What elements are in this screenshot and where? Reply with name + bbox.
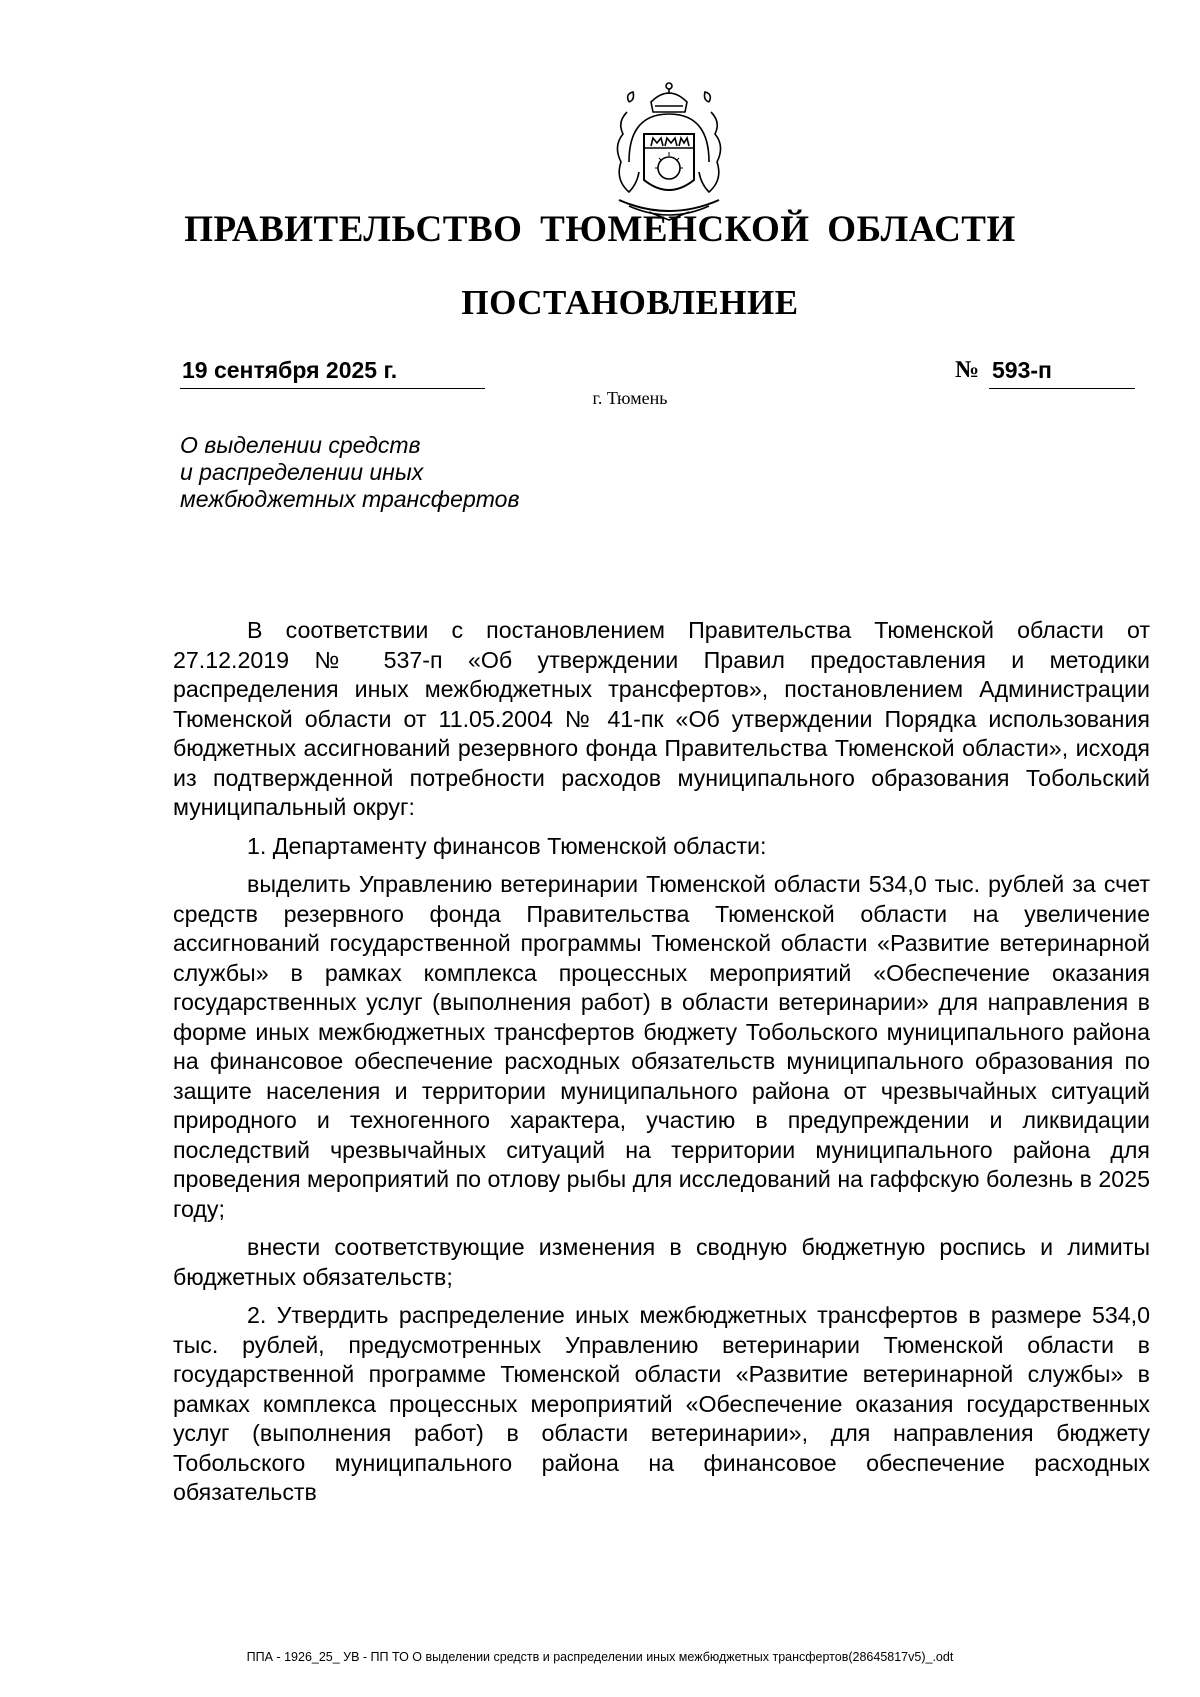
body-paragraph: 2. Утвердить распределение иных межбюджетных трансфертов в размере 534,0 тыс. рублей, предусмотренных Управлению ветеринарии Тюменской области в государственной программе Тюменской области «Развитие ветеринарной службы» в рамках комплекса процессных мероприятий «Обеспечение оказания государственных услуг (выполнения работ) в области ветеринарии», для направления бюджету Тобольского муниципального района на финансовое обеспечение расходных обязательств [173, 1302, 1150, 1505]
body-paragraph: внести соответствующие изменения в сводную бюджетную роспись и лимиты бюджетных обязательств; [173, 1234, 1150, 1290]
number-field [955, 356, 1135, 388]
number-sign: № [955, 357, 980, 383]
subject-line: межбюджетных трансфертов [180, 486, 520, 512]
document-type: ПОСТАНОВЛЕНИЕ [461, 283, 799, 322]
subject-line: и распределении иных [180, 459, 424, 485]
body-paragraph: выделить Управлению ветеринарии Тюменской области 534,0 тыс. рублей за счет средств резервного фонда Правительства Тюменской области на увеличение ассигнований государственной программы Тюменской области «Развитие ветеринарной службы» в рамках комплекса процессных мероприятий «Обеспечение оказания государственных услуг (выполнения работ) в области ветеринарии» для направления в форме иных межбюджетных трансфертов бюджету Тобольского муниципального района на финансовое обеспечение расходных обязательств муниципального образования по защите населения и территории муниципального района от чрезвычайных ситуаций природного и техногенного характера, участию в предупреждении и ликвидации последствий чрезвычайных ситуаций на территории муниципального района для проведения мероприятий по отлову рыбы для исследований на гаффскую болезнь в 2025 году; [173, 871, 1150, 1222]
city: г. Тюмень [592, 388, 668, 408]
date-field [180, 356, 485, 389]
body-paragraph: 1. Департаменту финансов Тюменской области: [247, 832, 767, 859]
document-body [173, 616, 1150, 1517]
organization-title: ПРАВИТЕЛЬСТВО ТЮМЕНСКОЙ ОБЛАСТИ [184, 209, 1016, 250]
document-number: 593-п [992, 357, 1052, 383]
number-underline [989, 356, 1135, 389]
document-date: 19 сентября 2025 г. [182, 357, 398, 383]
footer-filename: ППА - 1926_25_ УВ - ПП ТО О выделении средств и распределении иных межбюджетных трансфертов(28645817v5)_.odt [246, 1650, 954, 1664]
document-subject [180, 432, 700, 513]
subject-line: О выделении средств [180, 432, 421, 458]
body-paragraph: В соответствии с постановлением Правительства Тюменской области от 27.12.2019 № 537-п «Об утверждении Правил предоставления и методики распределения иных межбюджетных трансфертов», постановлением Администрации Тюменской области от 11.05.2004 № 41-пк «Об утверждении Порядка использования бюджетных ассигнований резервного фонда Правительства Тюменской области», исходя из подтвержденной потребности расходов муниципального образования Тобольский муниципальный округ: [173, 617, 1150, 820]
